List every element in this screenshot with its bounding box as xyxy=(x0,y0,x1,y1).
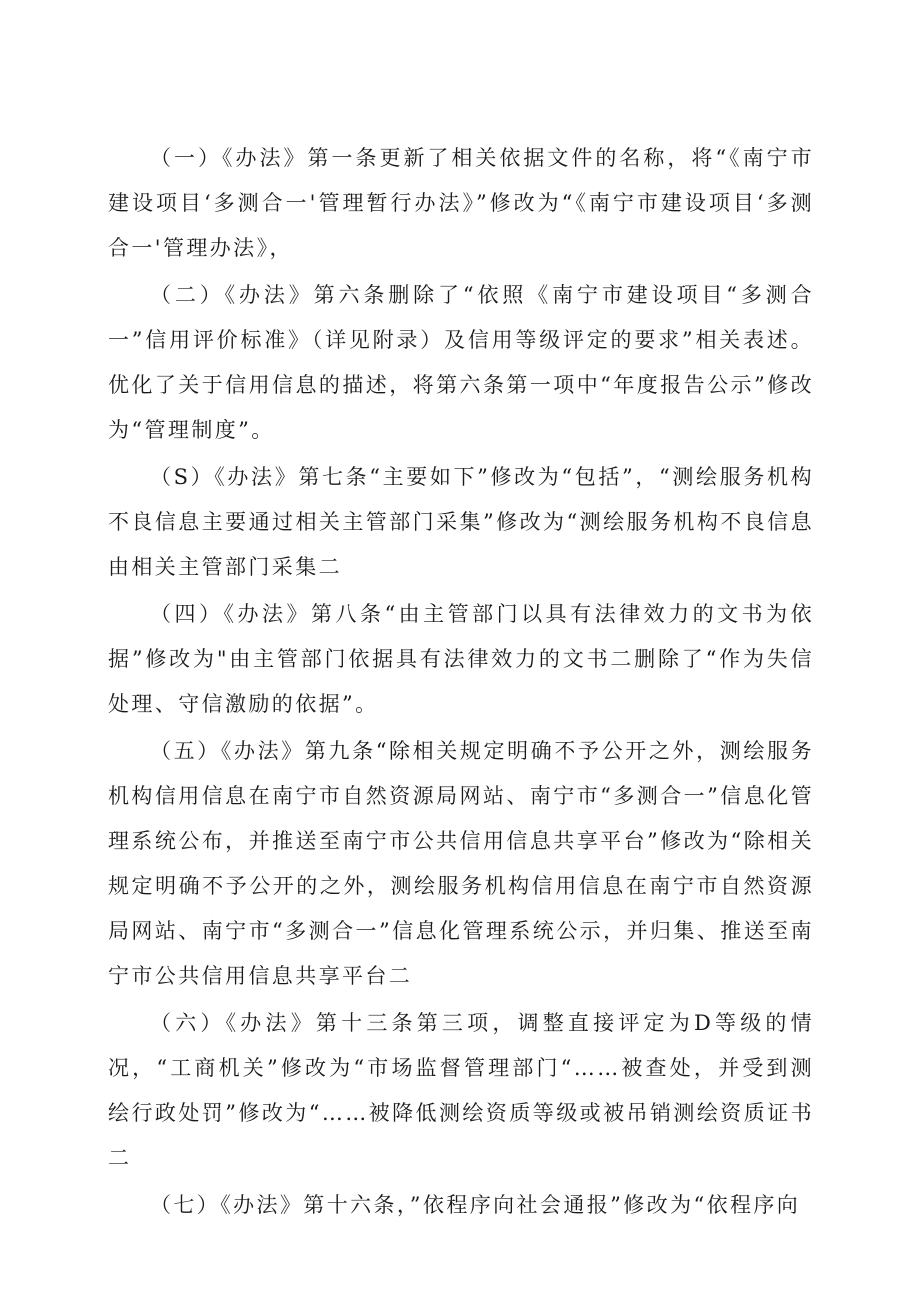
paragraph-7: （七）《办法》第十六条，”依程序向社会通报”修改为“依程序向 xyxy=(150,1193,801,1217)
paragraph-5: （五）《办法》第九条“除相关规定明确不予公开之外，测绘服务机构信用信息在南宁市自然资源局网站、南宁市“多测合一”信息化管理系统公布，并推送至南宁市公共信用信息共享平台”修改为“除相关规定明确不予公开的之外，测绘服务机构信用信息在南宁市自然资源局网站、南宁市“多测合一”信息化管理系统公示，并归集、推送至南宁市公共信用信息共享平台二 xyxy=(108,739,814,988)
paragraph-2: （二）《办法》第六条删除了“依照《南宁市建设项目“多测合一”信用评价标准》（详见附录）及信用等级评定的要求”相关表述。优化了关于信用信息的描述，将第六条第一项中“年度报告公示”修改为“管理制度”。 xyxy=(108,283,814,442)
paragraph-1: （一）《办法》第一条更新了相关依据文件的名称，将“《南宁市建设项目‘多测合一'管理暂行办法》”修改为“《南宁市建设项目‘多测合一'管理办法》， xyxy=(108,146,814,260)
paragraph-3: （S）《办法》第七条“主要如下”修改为“包括”，“测绘服务机构不良信息主要通过相关主管部门采集”修改为“测绘服务机构不良信息由相关主管部门采集二 xyxy=(108,465,814,579)
paragraph-6: （六）《办法》第十三条第三项，调整直接评定为D等级的情况，“工商机关”修改为“市场监督管理部门“……被查处，并受到测绘行政处罚”修改为“……被降低测绘资质等级或被吊销测绘资质证书二 xyxy=(108,1011,814,1170)
paragraph-4: （四）《办法》第八条“由主管部门以具有法律效力的文书为依据”修改为"由主管部门依据具有法律效力的文书二删除了“作为失信处理、守信激励的依据”。 xyxy=(108,602,814,716)
document-body xyxy=(108,136,814,1228)
